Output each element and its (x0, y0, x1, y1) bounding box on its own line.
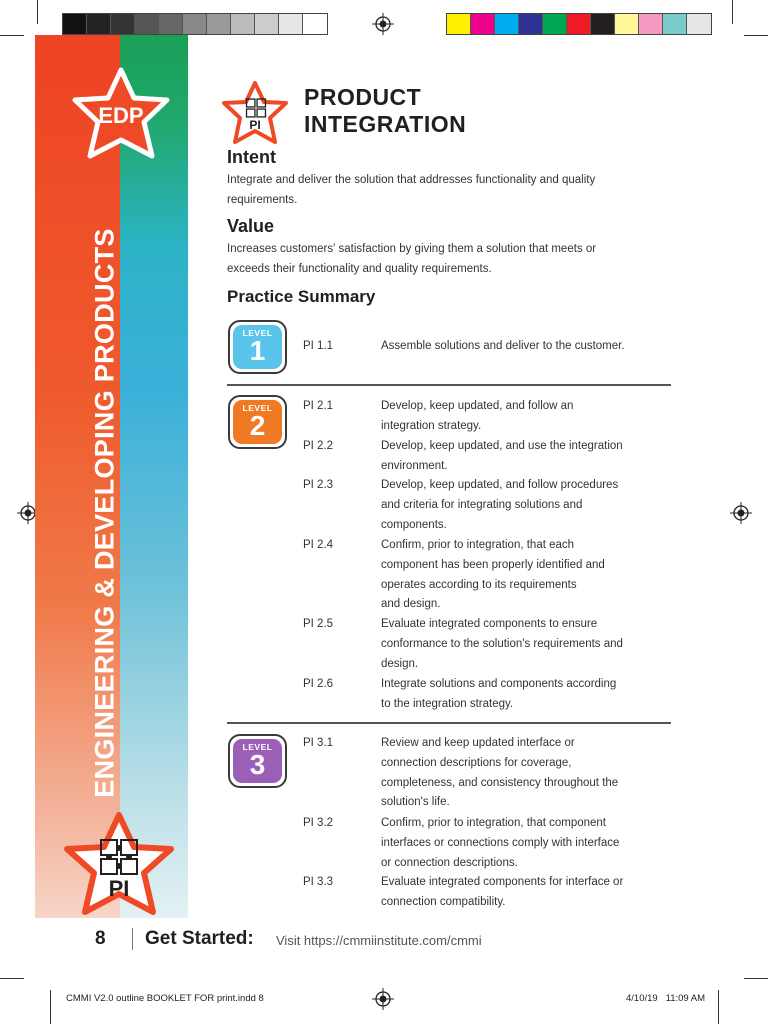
pi-badge-large-label: PI (108, 876, 130, 901)
level-divider (227, 384, 671, 386)
get-started-label: Get Started: (145, 928, 254, 949)
page-title (304, 84, 466, 138)
registration-mark-icon (372, 13, 394, 35)
level-2-label: LEVEL (242, 403, 273, 413)
practice-text: Develop, keep updated, and use the integration environment. (381, 440, 623, 472)
pi-badge-small-label: PI (249, 118, 261, 132)
title-line-2: INTEGRATION (304, 111, 467, 137)
level-2-badge (228, 395, 287, 449)
practice-code: PI 2.4 (303, 539, 334, 551)
category-vertical-title: ENGINEERING & DEVELOPING PRODUCTS (89, 228, 120, 798)
level-divider (227, 722, 671, 724)
practice-code: PI 3.2 (303, 817, 334, 829)
level-1-number: 1 (249, 335, 266, 366)
intent-line-1: Integrate and deliver the solution that addresses functionality and quality (227, 174, 596, 186)
grayscale-swatches (62, 13, 328, 35)
value-heading: Value (227, 216, 275, 236)
practice-text: Develop, keep updated, and follow an integration strategy. (381, 400, 574, 432)
practice-code: PI 2.6 (303, 678, 334, 690)
footer-divider (132, 928, 133, 950)
value-text (227, 239, 667, 279)
practice-code: PI 2.1 (303, 400, 334, 412)
category-band (35, 35, 188, 918)
print-slug-timestamp: 4/10/19 11:09 AM (626, 993, 706, 1004)
level-3-fill (233, 739, 282, 783)
level-3-label: LEVEL (242, 742, 273, 752)
level-3-badge (228, 734, 287, 788)
practice-code: PI 3.1 (303, 737, 334, 749)
practice-text: Confirm, prior to integration, that component interfaces or connections comply with interface or connection descriptions. (381, 817, 620, 869)
practice-code: PI 2.2 (303, 440, 334, 452)
practice-text: Confirm, prior to integration, that each component has been properly identified and operates according to its requirements and design. (381, 539, 605, 611)
level-1-badge (228, 320, 287, 374)
level-1-fill (233, 325, 282, 369)
visit-url-link[interactable]: Visit https://cmmiinstitute.com/cmmi (276, 933, 482, 948)
level-1-label: LEVEL (242, 328, 273, 338)
intent-heading: Intent (227, 147, 276, 167)
practice-text: Integrate solutions and components according to the integration strategy. (381, 678, 617, 710)
page-number: 8 (95, 928, 106, 949)
practice-code: PI 2.5 (303, 618, 334, 630)
practice-text: Evaluate integrated components for interface or connection compatibility. (381, 876, 624, 908)
practice-code: PI 3.3 (303, 876, 334, 888)
practice-text: Develop, keep updated, and follow procedures and criteria for integrating solutions and components. (381, 479, 619, 531)
edp-badge-label: EDP (98, 103, 144, 128)
intent-line-2: requirements. (227, 194, 298, 206)
practice-text: Assemble solutions and deliver to the customer. (381, 340, 625, 352)
practice-code: PI 2.3 (303, 479, 334, 491)
registration-mark-icon (730, 502, 752, 524)
band-gradient-stripe (120, 35, 188, 918)
practice-text: Evaluate integrated components to ensure conformance to the solution's requirements and design. (381, 618, 623, 670)
value-line-1: Increases customers' satisfaction by giving them a solution that meets or (227, 243, 597, 255)
practice-summary-heading: Practice Summary (227, 287, 376, 306)
registration-mark-icon (372, 988, 394, 1010)
print-slug-file: CMMI V2.0 outline BOOKLET FOR print.indd 8 (66, 993, 264, 1004)
color-swatches (446, 13, 712, 35)
puzzle-icon (99, 838, 139, 876)
level-3-number: 3 (249, 749, 266, 780)
practice-text: Review and keep updated interface or connection descriptions for coverage, completeness, and consistency throughout the solution's life. (381, 737, 619, 809)
intent-text (227, 170, 667, 210)
level-2-number: 2 (249, 410, 266, 441)
level-2-fill (233, 400, 282, 444)
value-line-2: exceeds their functionality and quality requirements. (227, 263, 492, 275)
puzzle-icon (245, 98, 267, 118)
practice-code: PI 1.1 (303, 340, 334, 352)
title-line-1: PRODUCT (304, 84, 422, 110)
